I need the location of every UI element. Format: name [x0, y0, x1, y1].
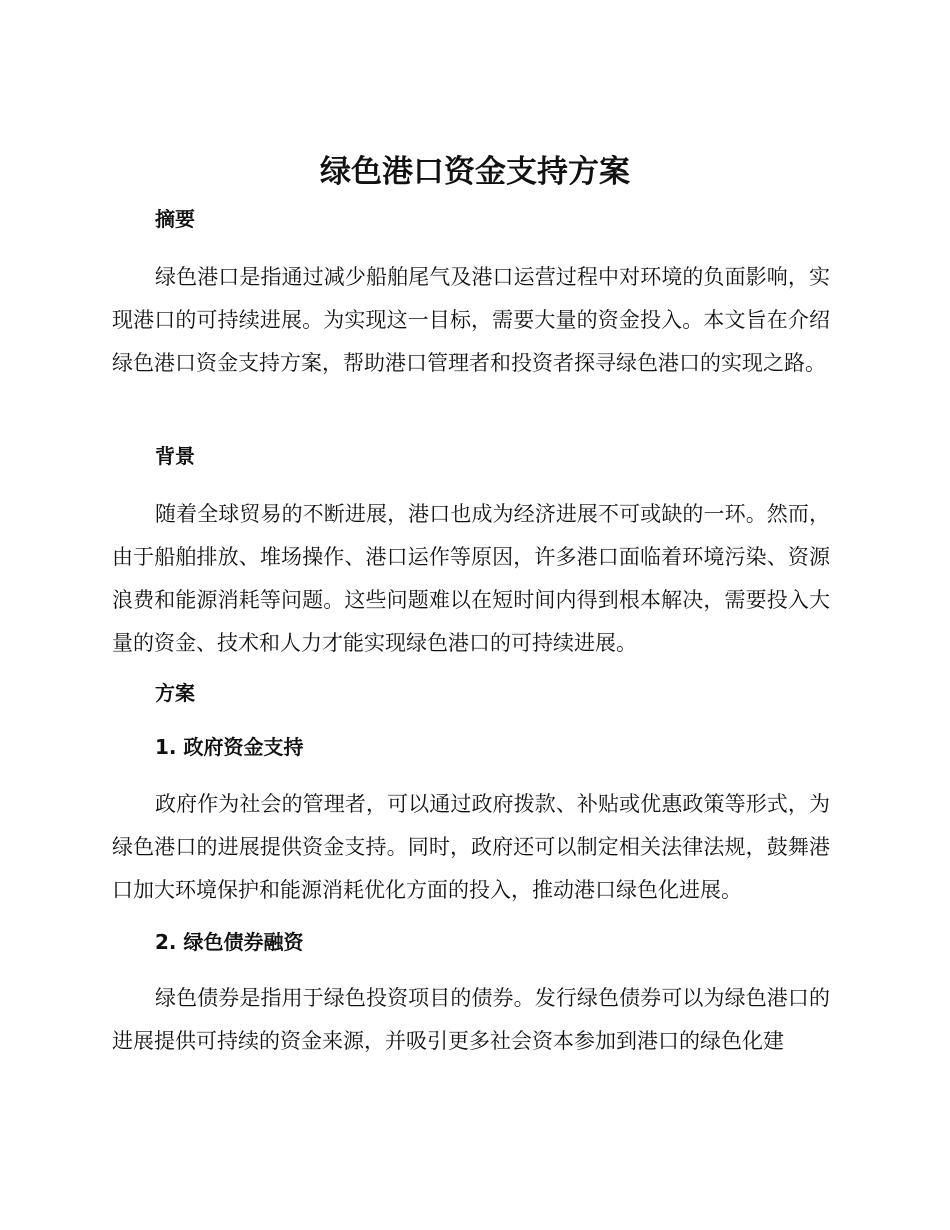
paragraph-abstract: 绿色港口是指通过减少船舶尾气及港口运营过程中对环境的负面影响，实现港口的可持续进展。为实现这一目标，需要大量的资金投入。本文旨在介绍绿色港口资金支持方案，帮助港口管理者和投资者探寻绿色港口的实现之路。	[112, 265, 830, 375]
subsection-heading-government-funding: 1. 政府资金支持	[155, 735, 304, 759]
document-title: 绿色港口资金支持方案	[320, 154, 630, 190]
section-heading-plan: 方案	[155, 681, 195, 705]
section-heading-abstract: 摘要	[155, 207, 195, 231]
section-heading-background: 背景	[155, 444, 195, 468]
paragraph-government-funding: 政府作为社会的管理者，可以通过政府拨款、补贴或优惠政策等形式，为绿色港口的进展提供资金支持。同时，政府还可以制定相关法律法规，鼓舞港口加大环境保护和能源消耗优化方面的投入，推动港口绿色化进展。	[112, 792, 830, 902]
paragraph-green-bonds: 绿色债券是指用于绿色投资项目的债券。发行绿色债券可以为绿色港口的进展提供可持续的资金来源，并吸引更多社会资本参加到港口的绿色化建	[112, 986, 830, 1053]
paragraph-background: 随着全球贸易的不断进展，港口也成为经济进展不可或缺的一环。然而，由于船舶排放、堆场操作、港口运作等原因，许多港口面临着环境污染、资源浪费和能源消耗等问题。这些问题难以在短时间内得到根本解决，需要投入大量的资金、技术和人力才能实现绿色港口的可持续进展。	[112, 502, 830, 655]
subsection-heading-green-bonds: 2. 绿色债券融资	[155, 930, 304, 954]
